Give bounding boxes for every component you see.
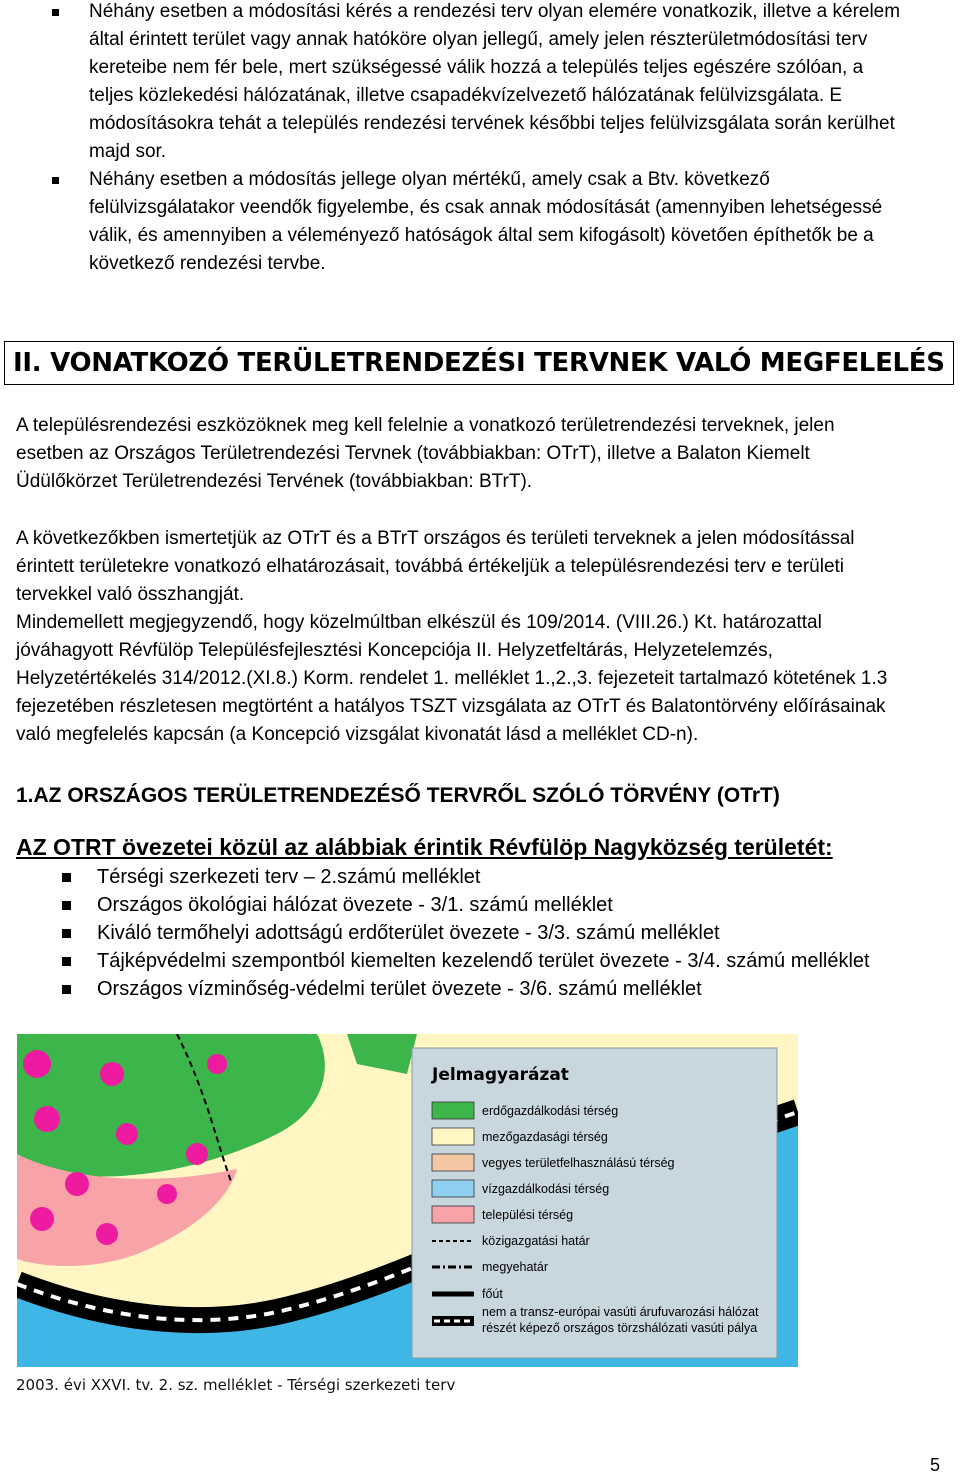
legend-label: megyehatár bbox=[482, 1260, 549, 1274]
bullet-marker bbox=[62, 957, 71, 966]
list-item: Térségi szerkezeti terv – 2.számú melléklet bbox=[97, 866, 481, 888]
text-line: következő rendezési tervbe. bbox=[89, 253, 326, 274]
list-item: Tájképvédelmi szempontból kiemelten kezelendő terület övezete - 3/4. számú melléklet bbox=[97, 950, 870, 972]
legend-label: települési térség bbox=[482, 1208, 574, 1222]
map-caption: 2003. évi XXVI. tv. 2. sz. melléklet - Térségi szerkezeti terv bbox=[16, 1376, 456, 1394]
bullet-marker bbox=[62, 985, 71, 994]
text-line: teljes közlekedési hálózatának, illetve csapadékvízelvezető hálózatának felülvizsgálata. E bbox=[89, 85, 843, 106]
section-heading: II. VONATKOZÓ TERÜLETRENDEZÉSI TERVNEK VALÓ MEGFELELÉS bbox=[4, 341, 954, 385]
text-line: kereteibe nem fér bele, mert szükségessé válik hozzá a település teljes egészére szólóan, a bbox=[89, 57, 864, 78]
text-line: majd sor. bbox=[89, 141, 167, 162]
text-line: Üdülőkörzet Területrendezési Tervének (továbbiakban: BTrT). bbox=[16, 471, 533, 492]
bullet-marker bbox=[52, 177, 59, 184]
legend-label: mezőgazdasági térség bbox=[482, 1130, 608, 1144]
subheading: 1.AZ ORSZÁGOS TERÜLETRENDEZÉSŐ TERVRŐL SZÓLÓ TÖRVÉNY (OTrT) bbox=[16, 784, 780, 807]
list-item: Országos vízminőség-védelmi terület övezete - 3/6. számú melléklet bbox=[97, 978, 702, 1000]
paragraph-1 bbox=[16, 412, 944, 496]
text-line: válik, és amennyiben a véleményező hatóságok által sem kifogásolt) követően építhetők be a bbox=[89, 225, 874, 246]
text-line: jóváhagyott Révfülöp Településfejlesztési Koncepciója II. Helyzetfeltárás, Helyzetelemzés, bbox=[16, 640, 773, 661]
bullet-marker bbox=[62, 901, 71, 910]
bullet-paragraph-2 bbox=[89, 166, 957, 278]
text-line: által érintett terület vagy annak hatóköre olyan jellegű, amely jelen részterületmódosítási terv bbox=[89, 29, 868, 50]
text-line: Mindemellett megjegyzendő, hogy közelmúltban elkészül és 109/2014. (VIII.26.) Kt. határozattal bbox=[16, 612, 822, 633]
text-line: érintett területekre vonatkozó elhatározásait, továbbá értékeljük a településrendezési terv e területi bbox=[16, 556, 845, 577]
text-line: módosításokra tehát a település rendezési tervének későbbi teljes felülvizsgálata során kerülhet bbox=[89, 113, 895, 134]
legend-swatch bbox=[432, 1102, 474, 1119]
legend-title: Jelmagyarázat bbox=[432, 1065, 569, 1085]
list-item: Kiváló termőhelyi adottságú erdőterület övezete - 3/3. számú melléklet bbox=[97, 922, 720, 944]
legend-label: részét képező országos törzshálózati vasúti pálya bbox=[482, 1321, 758, 1335]
structure-plan-map bbox=[17, 1034, 798, 1367]
text-line: való megfelelés kapcsán (a Koncepció vizsgálat kivonatát lásd a melléklet CD-n). bbox=[16, 724, 699, 745]
subheading-zones: AZ OTRT övezetei közül az alábbiak érintik Révfülöp Nagyközség területét: bbox=[16, 834, 833, 860]
legend-label: vízgazdálkodási térség bbox=[482, 1182, 610, 1196]
bullet-paragraph-1 bbox=[89, 0, 957, 166]
text-line: Helyzetértékelés 314/2012.(XI.8.) Korm. rendelet 1. melléklet 1.,2.,3. fejezeteit tartalmazó kötetének 1.3 bbox=[16, 668, 888, 689]
legend-label: erdőgazdálkodási térség bbox=[482, 1104, 619, 1118]
page-number: 5 bbox=[930, 1455, 941, 1475]
list-item: Országos ökológiai hálózat övezete - 3/1. számú melléklet bbox=[97, 894, 613, 916]
legend-swatch bbox=[432, 1128, 474, 1145]
legend-swatch bbox=[432, 1180, 474, 1197]
legend-label: főút bbox=[482, 1287, 503, 1301]
text-line: felülvizsgálatakor veendők figyelembe, és csak annak módosítását (amennyiben lehetségessé bbox=[89, 197, 883, 218]
bullet-marker bbox=[62, 873, 71, 882]
legend-label: közigazgatási határ bbox=[482, 1234, 590, 1248]
bullet-marker bbox=[52, 9, 59, 16]
bullet-marker bbox=[62, 929, 71, 938]
legend-label: nem a transz-európai vasúti árufuvarozási hálózat bbox=[482, 1305, 759, 1319]
text-line: Néhány esetben a módosítás jellege olyan mértékű, amely csak a Btv. következő bbox=[89, 169, 770, 190]
text-line: A következőkben ismertetjük az OTrT és a BTrT országos és területi terveknek a jelen módosítással bbox=[16, 528, 855, 549]
text-line: fejezetében részletesen megtörtént a hatályos TSZT vizsgálata az OTrT és Balatontörvény előírásainak bbox=[16, 696, 886, 717]
text-line: Néhány esetben a módosítási kérés a rendezési terv olyan elemére vonatkozik, illetve a kérelem bbox=[89, 1, 901, 22]
text-line: A településrendezési eszközöknek meg kell felelnie a vonatkozó területrendezési terveknek, jelen bbox=[16, 415, 835, 436]
paragraph-3 bbox=[16, 609, 944, 749]
text-line: esetben az Országos Területrendezési Tervnek (továbbiakban: OTrT), illetve a Balaton Kiemelt bbox=[16, 443, 810, 464]
legend-swatch bbox=[432, 1206, 474, 1223]
legend-swatch bbox=[432, 1154, 474, 1171]
legend-label: vegyes területfelhasználású térség bbox=[482, 1156, 675, 1170]
text-line: tervekkel való összhangját. bbox=[16, 584, 245, 605]
paragraph-2 bbox=[16, 525, 944, 609]
